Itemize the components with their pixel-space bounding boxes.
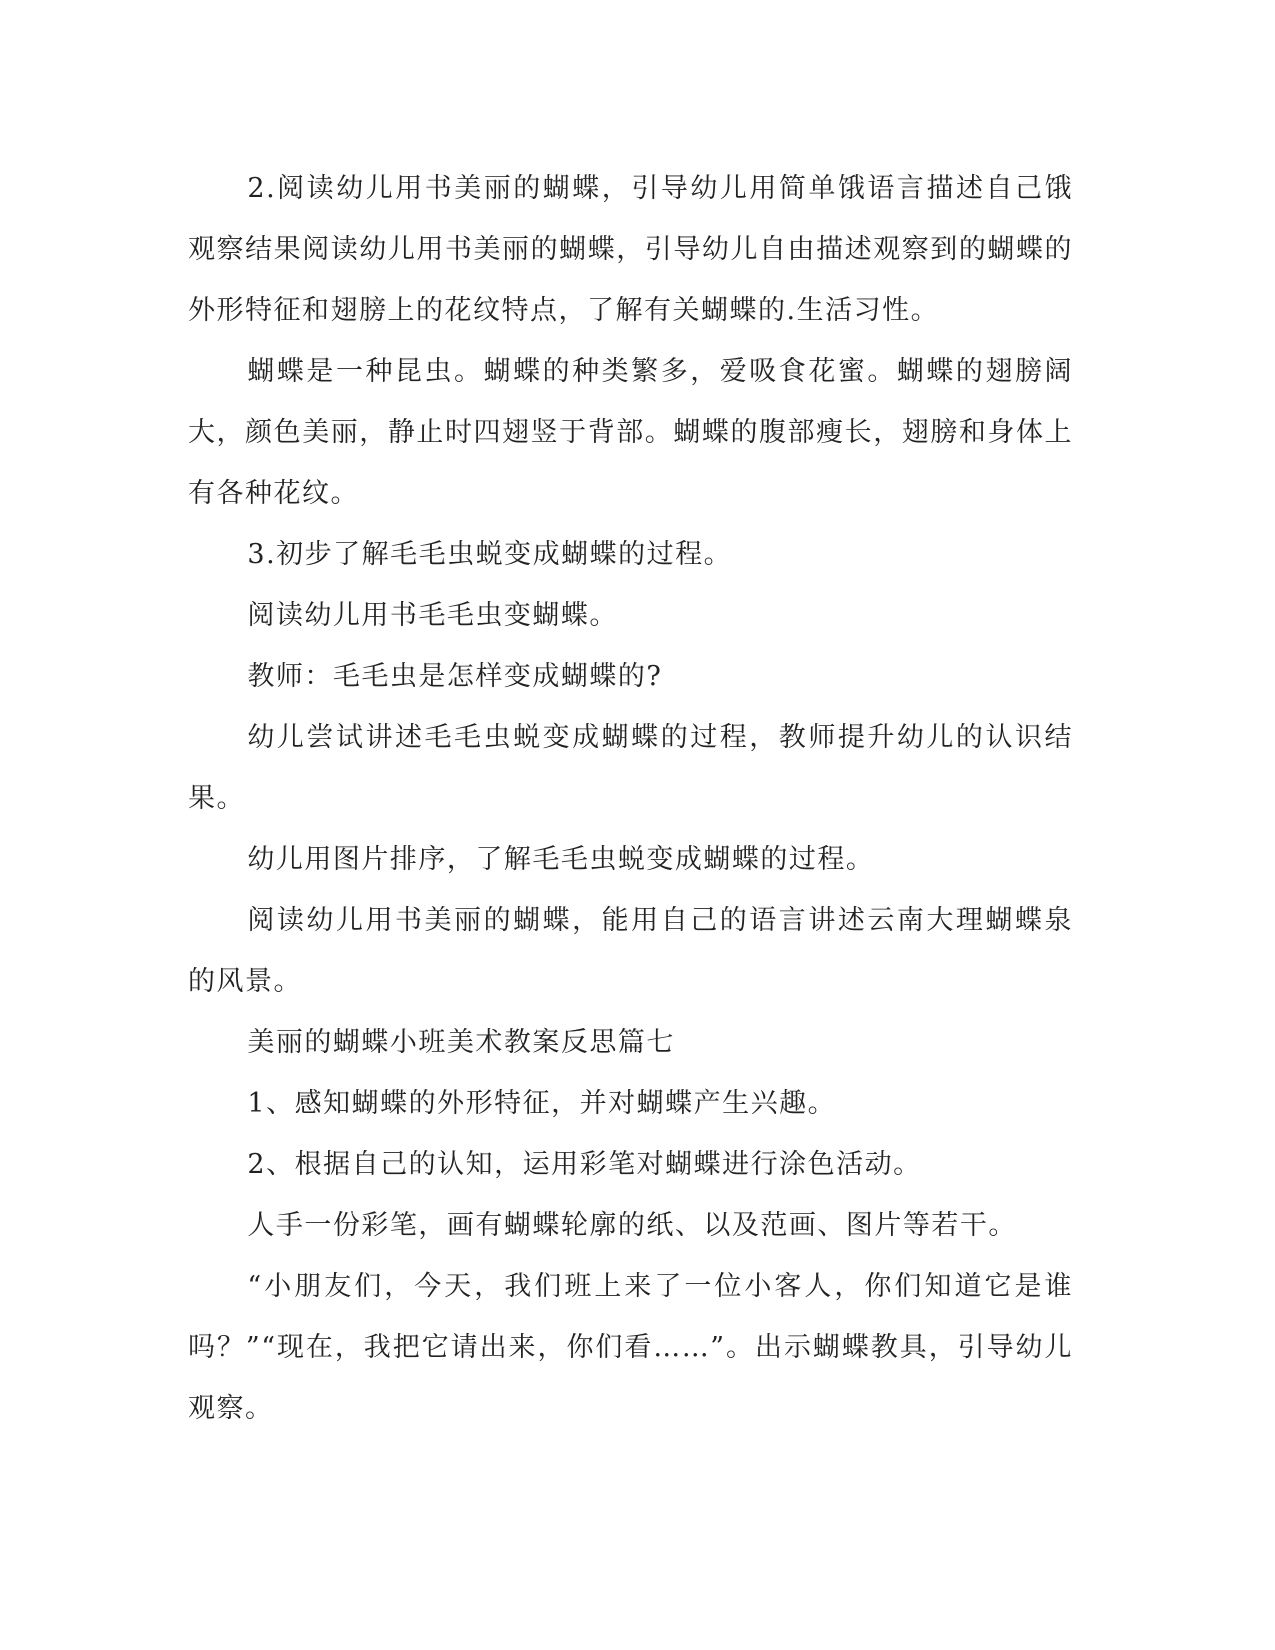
paragraph: 1、感知蝴蝶的外形特征，并对蝴蝶产生兴趣。 <box>247 1088 837 1119</box>
paragraph: 3.初步了解毛毛虫蜕变成蝴蝶的过程。 <box>247 539 733 570</box>
paragraph: 幼儿用图片排序，了解毛毛虫蜕变成蝴蝶的过程。 <box>247 844 875 875</box>
paragraph: “小朋友们，今天，我们班上来了一位小客人，你们知道它是谁吗？”“现在，我把它请出来，你们看……”。出示蝴蝶教具，引导幼儿观察。 <box>188 1271 1073 1424</box>
paragraph: 人手一份彩笔，画有蝴蝶轮廓的纸、以及范画、图片等若干。 <box>247 1210 1017 1241</box>
paragraph: 蝴蝶是一种昆虫。蝴蝶的种类繁多，爱吸食花蜜。蝴蝶的翅膀阔大，颜色美丽，静止时四翅竖于背部。蝴蝶的腹部瘦长，翅膀和身体上有各种花纹。 <box>188 356 1073 509</box>
section-heading: 美丽的蝴蝶小班美术教案反思篇七 <box>247 1027 675 1058</box>
paragraph: 幼儿尝试讲述毛毛虫蜕变成蝴蝶的过程，教师提升幼儿的认识结果。 <box>188 722 1073 814</box>
paragraph: 教师：毛毛虫是怎样变成蝴蝶的? <box>247 661 663 692</box>
paragraph: 阅读幼儿用书毛毛虫变蝴蝶。 <box>247 600 618 631</box>
document-body <box>188 158 1073 1439</box>
paragraph: 阅读幼儿用书美丽的蝴蝶，能用自己的语言讲述云南大理蝴蝶泉的风景。 <box>188 905 1073 997</box>
paragraph: 2、根据自己的认知，运用彩笔对蝴蝶进行涂色活动。 <box>247 1149 922 1180</box>
paragraph: 2.阅读幼儿用书美丽的蝴蝶，引导幼儿用简单饿语言描述自己饿观察结果阅读幼儿用书美丽的蝴蝶，引导幼儿自由描述观察到的蝴蝶的外形特征和翅膀上的花纹特点，了解有关蝴蝶的.生活习性。 <box>188 173 1073 326</box>
